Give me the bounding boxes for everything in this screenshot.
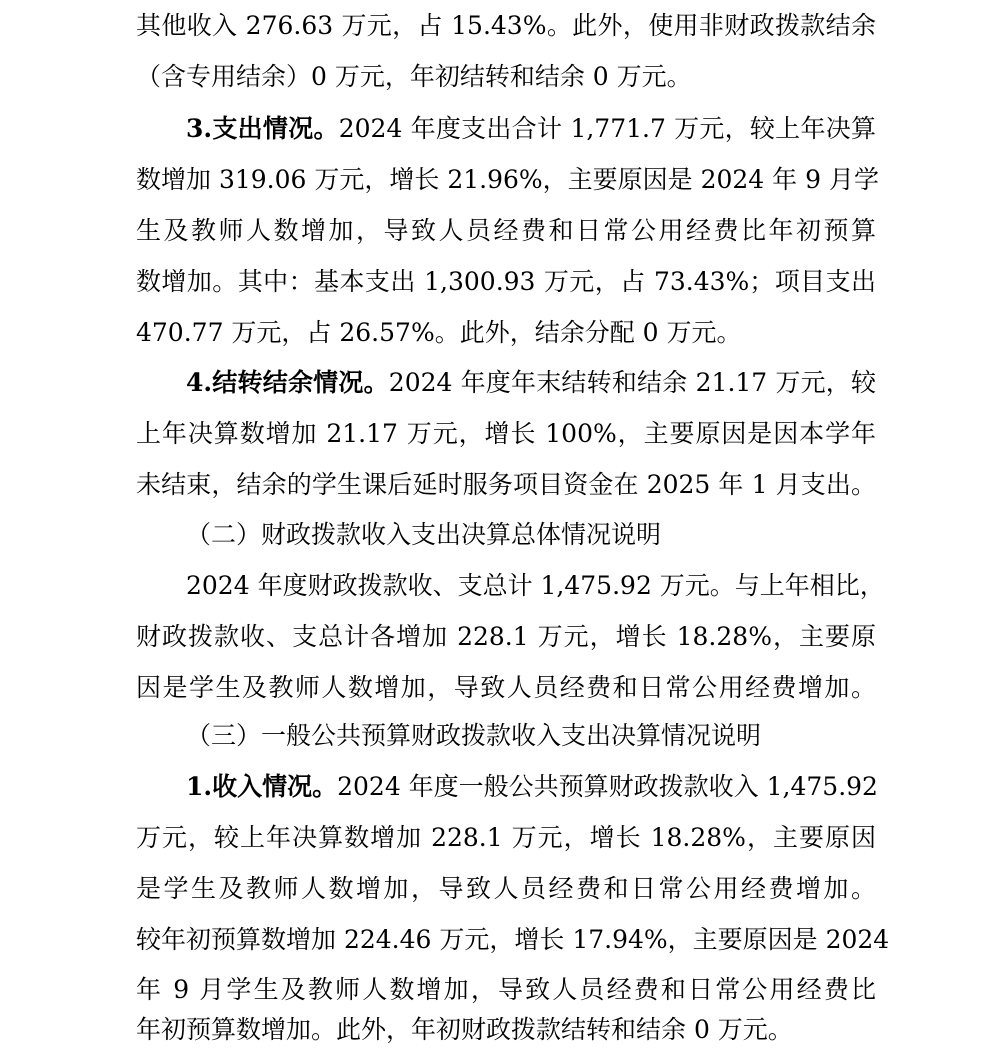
text-line: 其他收入 276.63 万元，占 15.43%。此外，使用非财政拨款结余 (136, 11, 876, 40)
text-line: 较年初预算数增加 224.46 万元，增长 17.94%，主要原因是 2024 (136, 925, 890, 954)
text-line: 数增加。其中：基本支出 1,300.93 万元，占 73.43%；项目支出 (136, 267, 876, 296)
text-line: 年 9 月学生及教师人数增加，导致人员经费和日常公用经费比 (136, 975, 876, 1004)
text-line: 上年决算数增加 21.17 万元，增长 100%，主要原因是因本学年 (136, 419, 876, 448)
text-line: 年初预算数增加。此外，年初财政拨款结转和结余 0 万元。 (136, 1015, 793, 1044)
section-heading: （三）一般公共预算财政拨款收入支出决算情况说明 (186, 721, 762, 750)
paragraph-first-line (186, 357, 876, 409)
text-line: 2024 年度支出合计 1,771.7 万元，较上年决算 (338, 114, 877, 143)
paragraph-lead: 3.支出情况。 (186, 114, 339, 143)
text-line: 未结束，结余的学生课后延时服务项目资金在 2025 年 1 月支出。 (136, 470, 876, 499)
text-line: （含专用结余）0 万元，年初结转和结余 0 万元。 (136, 62, 692, 91)
text-line: 万元，较上年决算数增加 228.1 万元，增长 18.28%，主要原因 (136, 823, 876, 852)
paragraph-first-line (186, 761, 876, 813)
section-heading: （二）财政拨款收入支出决算总体情况说明 (186, 520, 662, 549)
text-line: 470.77 万元，占 26.57%。此外，结余分配 0 万元。 (136, 318, 742, 347)
paragraph-lead: 1.收入情况。 (186, 772, 338, 801)
text-line: 2024 年度一般公共预算财政拨款收入 1,475.92 (337, 772, 878, 801)
text-line: 财政拨款收、支总计各增加 228.1 万元，增长 18.28%，主要原 (136, 622, 876, 651)
text-line: 因是学生及教师人数增加，导致人员经费和日常公用经费增加。 (136, 673, 876, 702)
text-line: 生及教师人数增加，导致人员经费和日常公用经费比年初预算 (136, 216, 876, 245)
text-line: 数增加 319.06 万元，增长 21.96%，主要原因是 2024 年 9 月学 (136, 165, 879, 194)
text-line: 是学生及教师人数增加，导致人员经费和日常公用经费增加。 (136, 874, 876, 903)
text-line: 2024 年度财政拨款收、支总计 1,475.92 万元。与上年相比， (186, 571, 885, 600)
paragraph-lead: 4.结转结余情况。 (186, 368, 389, 397)
text-line: 2024 年度年末结转和结余 21.17 万元，较 (388, 368, 876, 397)
paragraph-first-line (186, 103, 876, 155)
